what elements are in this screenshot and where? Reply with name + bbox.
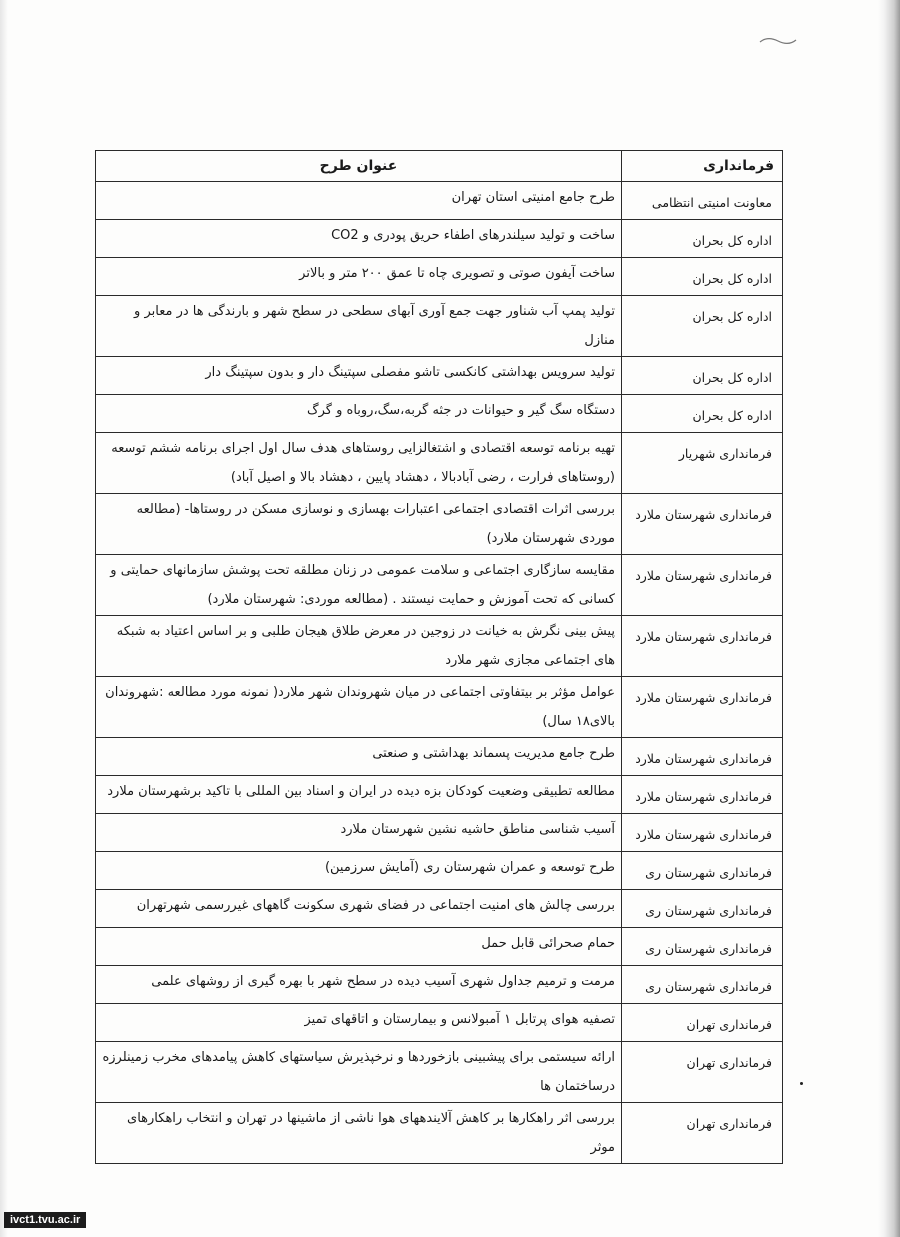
row-title: عوامل مؤثر بر بیتفاوتی اجتماعی در میان شهروندان شهر ملارد( نمونه مورد مطالعه :شهروندان بالای۱۸ سال) [96,677,622,738]
row-title: بررسی اثرات اقتصادی اجتماعی اعتبارات بهسازی و نوسازی مسکن در روستاها- (مطالعه موردی شهرستان ملارد) [96,494,622,555]
row-title: تهیه برنامه توسعه اقتصادی و اشتغالزایی روستاهای هدف سال اول اجرای برنامه ششم توسعه (روستاهای فرارت ، رضی آبادبالا ، دهشاد پایین ، دهشاد بالا و اصیل آباد) [96,433,622,494]
table-row [96,1004,783,1042]
row-title: مطالعه تطبیقی وضعیت کودکان بزه دیده در ایران و اسناد بین المللی با تاکید برشهرستان ملارد [96,776,622,814]
row-office: فرمانداری شهرستان ملارد [622,616,783,677]
row-office: فرمانداری شهریار [622,433,783,494]
row-office: فرمانداری شهرستان ری [622,852,783,890]
row-title: تصفیه هوای پرتابل ۱ آمبولانس و بیمارستان و اتاقهای تمیز [96,1004,622,1042]
table-row [96,1042,783,1103]
row-office: اداره کل بحران [622,395,783,433]
row-office: اداره کل بحران [622,220,783,258]
table-row [96,220,783,258]
row-office: فرمانداری تهران [622,1042,783,1103]
table-header-row [96,151,783,182]
row-office: فرمانداری شهرستان ری [622,966,783,1004]
table-row [96,357,783,395]
row-office: فرمانداری شهرستان ملارد [622,814,783,852]
pen-mark-icon [758,34,798,48]
table-row [96,258,783,296]
header-office: فرمانداری [622,151,783,182]
row-title: پیش بینی نگرش به خیانت در زوجین در معرض طلاق هیجان طلبی و بر اساس اعتیاد به شبکه های اجتماعی مجازی شهر ملارد [96,616,622,677]
header-title: عنوان طرح [96,151,622,182]
table-row [96,296,783,357]
row-title: مقایسه سازگاری اجتماعی و سلامت عمومی در زنان مطلقه تحت پوشش سازمانهای حمایتی و کسانی که تحت آموزش و حمایت نیستند . (مطالعه موردی: شهرستان ملارد) [96,555,622,616]
row-title: حمام صحرائی قابل حمل [96,928,622,966]
table-row [96,852,783,890]
row-title: تولید سرویس بهداشتی کانکسی تاشو مفصلی سپتینگ دار و بدون سپتینگ دار [96,357,622,395]
site-watermark: ivct1.tvu.ac.ir [4,1212,86,1228]
scan-edge-shadow [878,0,900,1237]
row-office: اداره کل بحران [622,357,783,395]
row-office: اداره کل بحران [622,296,783,357]
table-row [96,890,783,928]
row-title: آسیب شناسی مناطق حاشیه نشین شهرستان ملارد [96,814,622,852]
table-row [96,677,783,738]
table-row [96,1103,783,1164]
row-title: بررسی اثر راهکارها بر کاهش آلایندههای هوا ناشی از ماشینها در تهران و انتخاب راهکارهای موثر [96,1103,622,1164]
row-office: فرمانداری شهرستان ملارد [622,677,783,738]
row-title: تولید پمپ آب شناور جهت جمع آوری آبهای سطحی در سطح شهر و بارندگی ها در معابر و منازل [96,296,622,357]
table-row [96,966,783,1004]
projects-table [95,150,783,1164]
row-title: طرح جامع مدیریت پسماند بهداشتی و صنعتی [96,738,622,776]
row-office: فرمانداری شهرستان ملارد [622,738,783,776]
row-title: ساخت و تولید سیلندرهای اطفاء حریق پودری و CO2 [96,220,622,258]
row-office: فرمانداری شهرستان ملارد [622,494,783,555]
table-row [96,616,783,677]
row-title: ارائه سیستمی برای پیشبینی بازخوردها و نرخپذیرش سیاستهای کاهش پیامدهای مخرب زمینلرزه درساختمان ها [96,1042,622,1103]
row-title: دستگاه سگ گیر و حیوانات در جثه گربه،سگ،روباه و گرگ [96,395,622,433]
row-office: فرمانداری تهران [622,1004,783,1042]
row-title: ساخت آیفون صوتی و تصویری چاه تا عمق ۲۰۰ متر و بالاتر [96,258,622,296]
table-row [96,433,783,494]
row-title: طرح جامع امنیتی استان تهران [96,182,622,220]
row-office: معاونت امنیتی انتظامی [622,182,783,220]
row-office: اداره کل بحران [622,258,783,296]
row-title: طرح توسعه و عمران شهرستان ری (آمایش سرزمین) [96,852,622,890]
row-title: بررسی چالش های امنیت اجتماعی در فضای شهری سکونت گاههای غیررسمی شهرتهران [96,890,622,928]
row-title: مرمت و ترمیم جداول شهری آسیب دیده در سطح شهر با بهره گیری از روشهای علمی [96,966,622,1004]
table-row [96,738,783,776]
scan-edge-left [0,0,8,1237]
row-office: فرمانداری شهرستان ری [622,928,783,966]
table-row [96,494,783,555]
row-office: فرمانداری شهرستان ری [622,890,783,928]
row-office: فرمانداری شهرستان ملارد [622,555,783,616]
table-body [96,182,783,1164]
table-row [96,814,783,852]
table-row [96,555,783,616]
table-row [96,395,783,433]
table-row [96,928,783,966]
table-row [96,776,783,814]
table-row [96,182,783,220]
row-office: فرمانداری تهران [622,1103,783,1164]
speck-mark [800,1082,803,1085]
row-office: فرمانداری شهرستان ملارد [622,776,783,814]
